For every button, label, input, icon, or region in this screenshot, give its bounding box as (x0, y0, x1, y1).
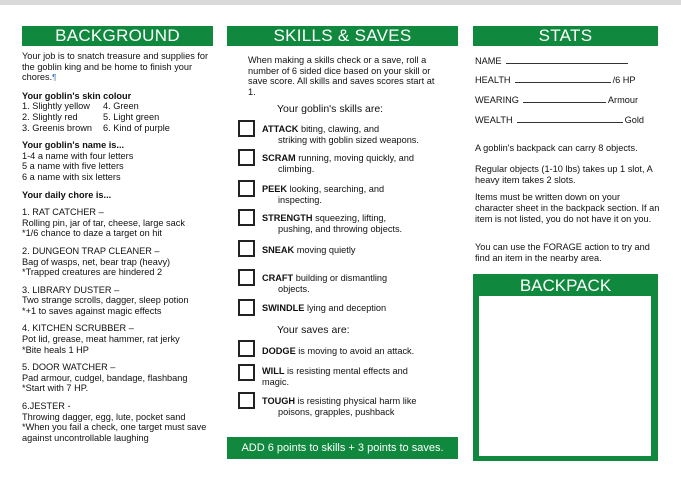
background-title: BACKGROUND (55, 26, 180, 45)
skill-attack: ATTACK biting, clawing, and striking with goblin sized weapons. (262, 124, 419, 145)
skills-heading: Your goblin's skills are: (277, 103, 384, 115)
save-dodge: DODGE is moving to avoid an attack. (262, 346, 415, 356)
attack-checkbox[interactable] (238, 120, 255, 137)
wealth-field[interactable]: WEALTH Gold (475, 115, 645, 125)
craft-checkbox[interactable] (238, 269, 255, 286)
name-option: 6 a name with six letters (22, 171, 121, 182)
stats-title: STATS (538, 26, 593, 45)
save-will: WILL is resisting mental effects and magic. (262, 366, 408, 387)
skill-craft: CRAFT building or dismantling objects. (262, 273, 388, 294)
scram-checkbox[interactable] (238, 149, 255, 166)
chore-title: 5. DOOR WATCHER – (22, 362, 116, 373)
backpack-title: BACKPACK (519, 276, 612, 295)
skill-peek: PEEK looking, searching, and inspecting. (262, 184, 385, 205)
name-heading: Your goblin's name is... (22, 140, 125, 151)
backpack-area[interactable] (479, 296, 651, 456)
backpack-panel (473, 274, 658, 461)
chore-note: *When you fail a check, one target must save against uncontrollable laughing (22, 422, 207, 443)
chore-title: 4. KITCHEN SCRUBBER – (22, 323, 134, 334)
swindle-checkbox[interactable] (238, 299, 255, 316)
strength-checkbox[interactable] (238, 209, 255, 226)
chore-items: Pad armour, cudgel, bandage, flashbang (22, 372, 188, 383)
chore-items: Bag of wasps, net, bear trap (heavy) (22, 256, 171, 267)
skin-row: 2. Slightly red 5. Light green (22, 111, 160, 122)
name-option: 5 a name with five letters (22, 161, 124, 172)
saves-heading: Your saves are: (277, 324, 350, 336)
stats-header (473, 26, 658, 46)
skill-strength: STRENGTH squeezing, lifting, pushing, and throwing objects. (262, 213, 403, 234)
skin-heading: Your goblin's skin colour (22, 90, 132, 101)
page-edge (0, 0, 681, 5)
chore-note: *Start with 7 HP. (22, 383, 89, 394)
chore-title: 2. DUNGEON TRAP CLEANER – (22, 245, 160, 256)
chore-items: Two strange scrolls, dagger, sleep potion (22, 295, 189, 306)
skin-row: 1. Slightly yellow 4. Green (22, 101, 139, 112)
name-option: 1-4 a name with four letters (22, 150, 134, 161)
name-field[interactable]: NAME (475, 56, 660, 67)
chore-items: Pot lid, grease, meat hammer, rat jerky (22, 334, 180, 345)
chore-title: 6.JESTER - (22, 401, 71, 412)
skills-header (227, 26, 458, 46)
chore-note: *1/6 chance to daze a target on hit (22, 228, 162, 239)
stats-info-capacity: A goblin's backpack can carry 8 objects. (475, 143, 638, 153)
background-header (22, 26, 213, 46)
will-checkbox[interactable] (238, 364, 255, 381)
chore-note: *+1 to saves against magic effects (22, 305, 162, 316)
skills-title: SKILLS & SAVES (273, 26, 412, 45)
sneak-checkbox[interactable] (238, 240, 255, 257)
chore-title: 3. LIBRARY DUSTER – (22, 284, 120, 295)
chore-title: 1. RAT CATCHER – (22, 207, 104, 218)
chore-heading: Your daily chore is... (22, 189, 112, 200)
chore-note: *Bite heals 1 HP (22, 344, 89, 355)
background-column (22, 51, 222, 443)
stats-info-slots: Regular objects (1-10 lbs) takes up 1 slot, A heavy item takes 2 slots. (475, 164, 653, 185)
stats-info-forage: You can use the FORAGE action to try and find an item in the nearby area. (475, 242, 650, 263)
stats-info-items: Items must be written down on your character sheet in the backpack section. If an item is not listed, you do not have it on you. (475, 192, 660, 224)
tough-checkbox[interactable] (238, 392, 255, 409)
skills-intro: When making a skills check or a save, roll a number of 6 sided dice based on your skill or save score. All skills and saves scores start at 1. (248, 55, 435, 97)
points-footer: ADD 6 points to skills + 3 points to saves. (227, 437, 458, 459)
wearing-field[interactable]: WEARING Armour (475, 95, 639, 105)
peek-checkbox[interactable] (238, 180, 255, 197)
skill-sneak: SNEAK moving quietly (262, 245, 356, 255)
chore-items: Rolling pin, jar of tar, cheese, large sack (22, 217, 185, 228)
health-field[interactable]: HEALTH /6 HP (475, 75, 636, 85)
chore-note: *Trapped creatures are hindered 2 (22, 267, 163, 278)
chore-items: Throwing dagger, egg, lute, pocket sand (22, 411, 186, 422)
skill-swindle: SWINDLE lying and deception (262, 303, 387, 313)
background-intro: Your job is to snatch treasure and supplies for the goblin king and be home to finish your chores.¶ (22, 51, 209, 83)
dodge-checkbox[interactable] (238, 340, 255, 357)
skill-scram: SCRAM running, moving quickly, and climbing. (262, 153, 415, 174)
save-tough: TOUGH is resisting physical harm like poisons, grapples, pushback (262, 396, 417, 417)
skin-row: 3. Greenis brown 6. Kind of purple (22, 122, 170, 133)
